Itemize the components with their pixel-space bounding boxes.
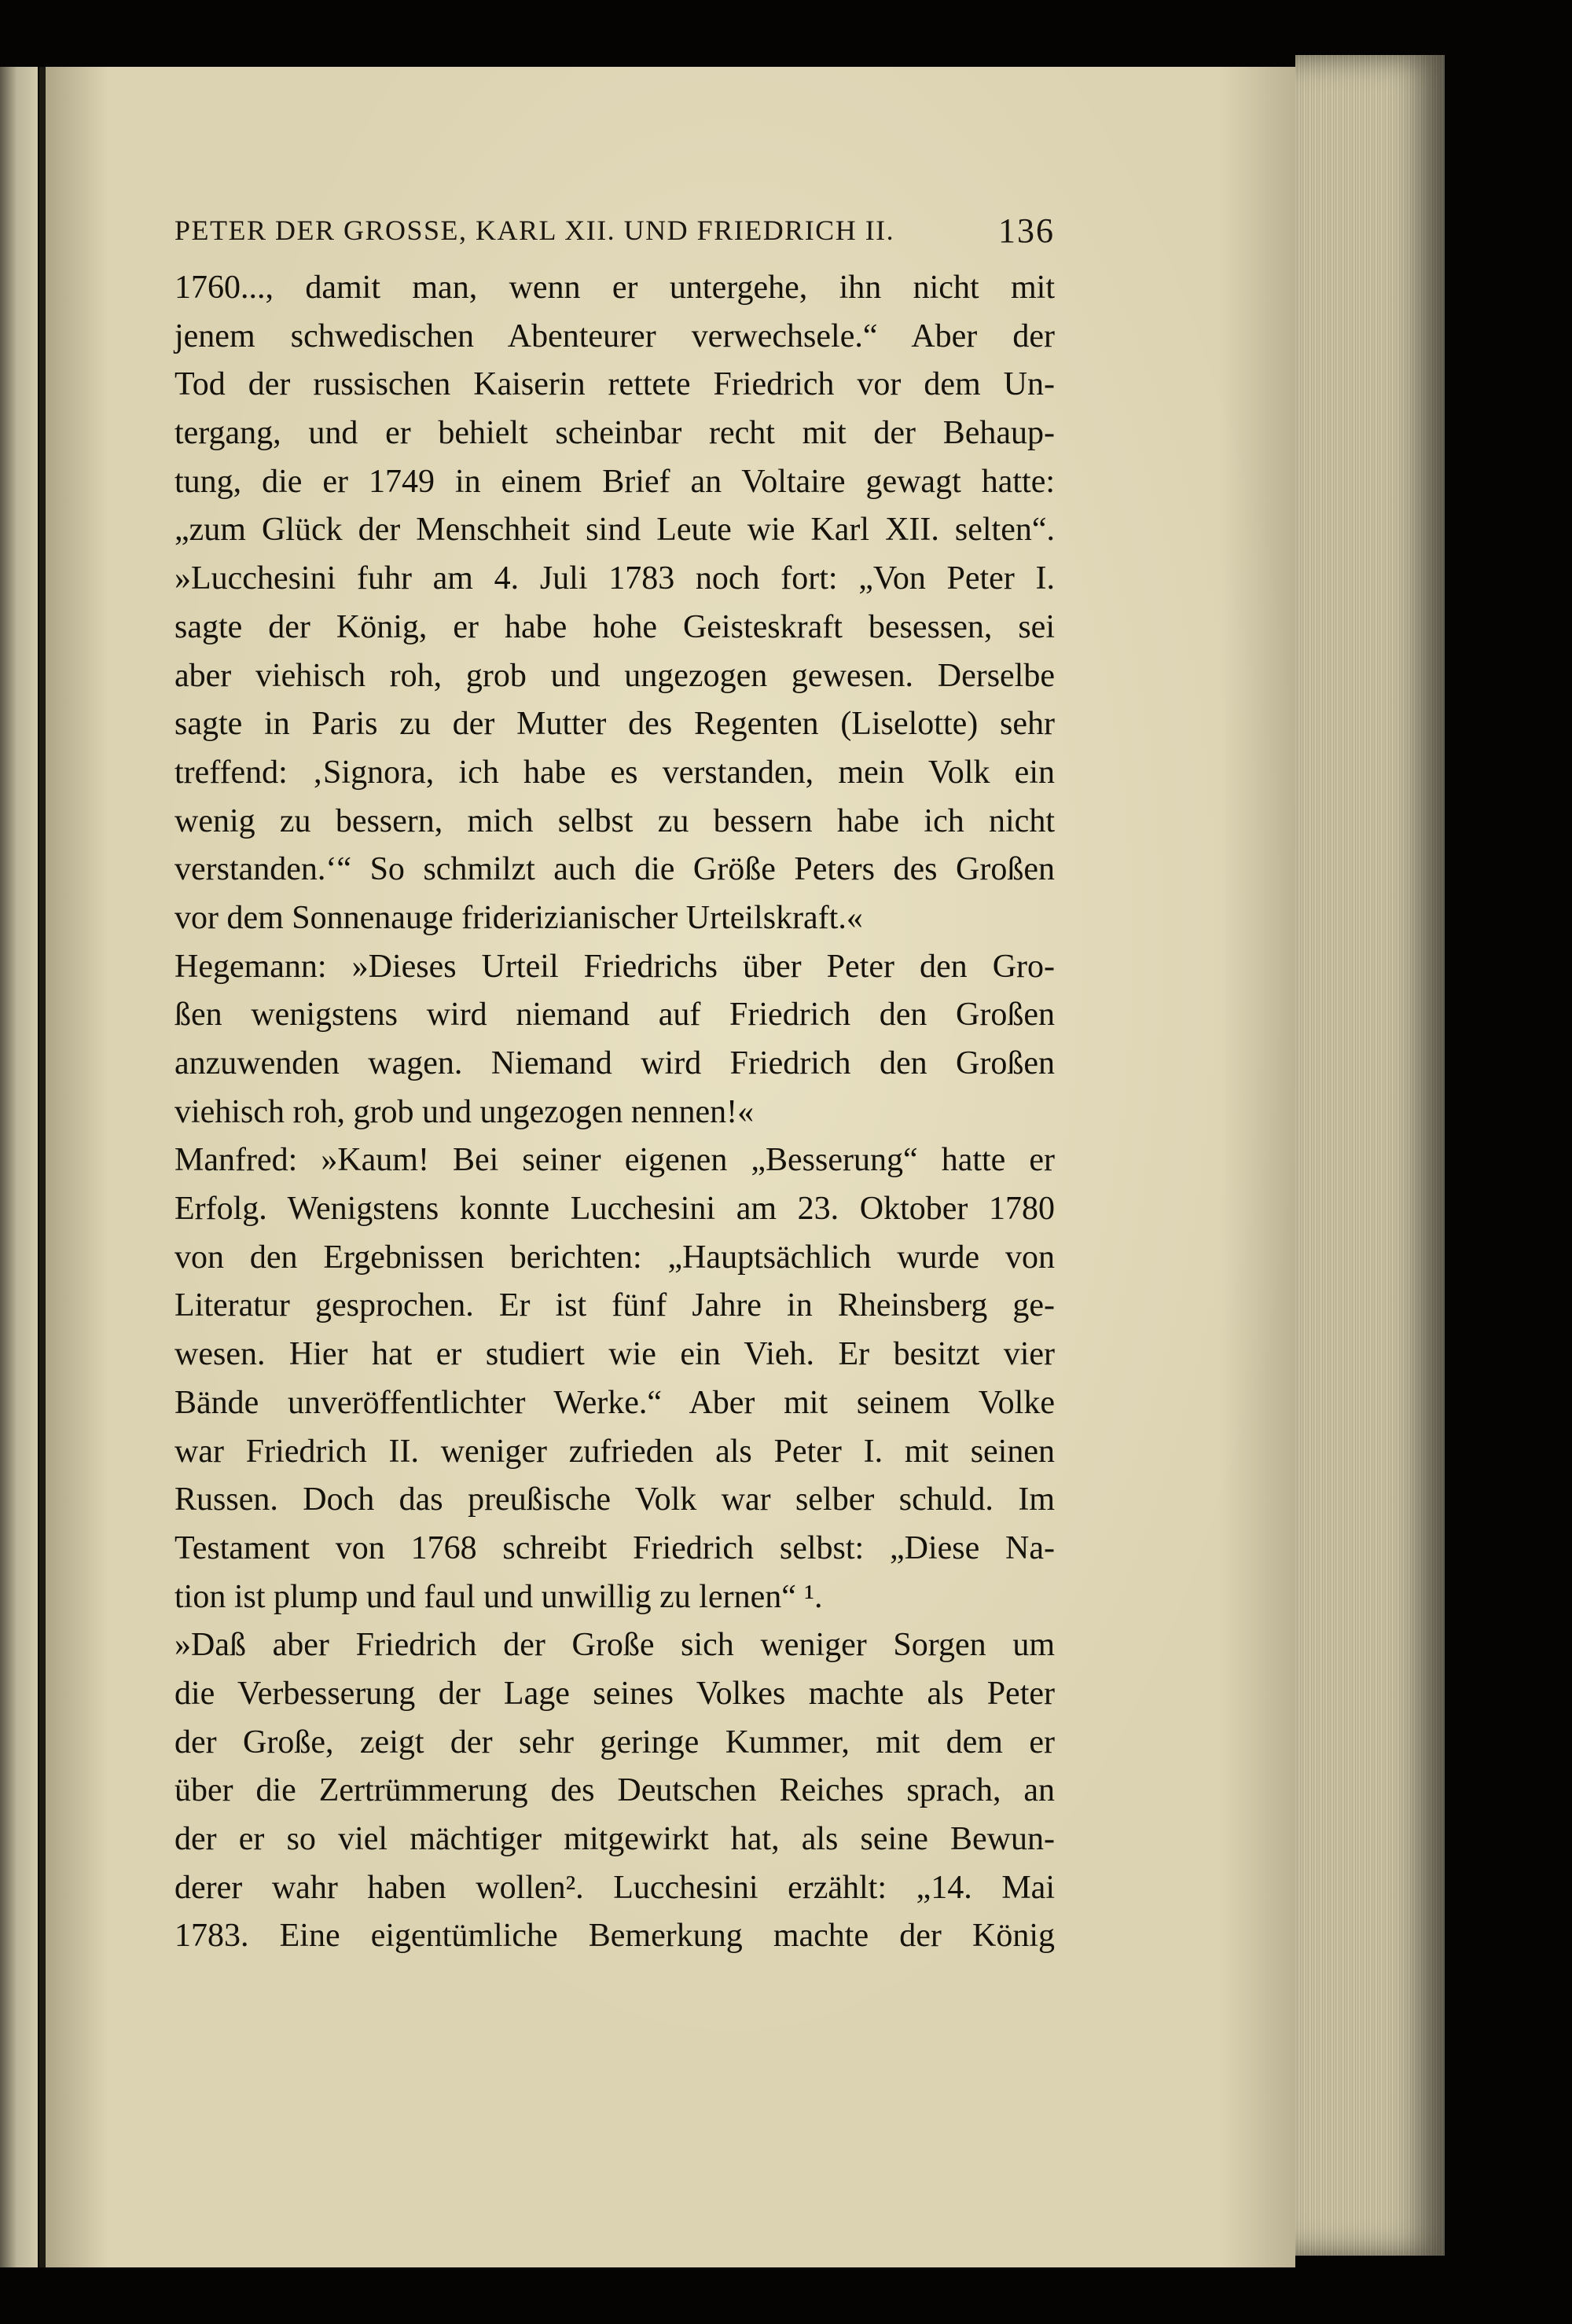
text-line: vor dem Sonnenauge friderizianischer Urteilskraft.«	[174, 899, 863, 936]
text-line: war Friedrich II. weniger zufrieden als Peter I. mit seinen	[174, 1433, 1055, 1470]
text-line: die Verbesserung der Lage seines Volkes machte als Peter	[174, 1675, 1055, 1712]
text-line: „zum Glück der Menschheit sind Leute wie Karl XII. selten“.	[174, 512, 1055, 549]
body-text	[174, 264, 1055, 1961]
facing-page-edge	[0, 67, 38, 2267]
text-line: über die Zertrümmerung des Deutschen Reiches sprach, an	[174, 1772, 1055, 1809]
text-line: jenem schwedischen Abenteurer verwechsele.“ Aber der	[174, 318, 1055, 354]
text-line: derer wahr haben wollen². Lucchesini erzählt: „14. Mai	[174, 1869, 1055, 1906]
text-line: der er so viel mächtiger mitgewirkt hat, als seine Bewun-	[174, 1821, 1055, 1857]
page-block-edge	[1295, 55, 1445, 2256]
text-line: »Daß aber Friedrich der Große sich weniger Sorgen um	[174, 1627, 1055, 1664]
text-line: 1783. Eine eigentümliche Bemerkung machte der König	[174, 1918, 1055, 1955]
text-line: Hegemann: »Dieses Urteil Friedrichs über Peter den Gro-	[174, 948, 1055, 985]
text-line: treffend: ‚Signora, ich habe es verstanden, mein Volk ein	[174, 754, 1055, 791]
running-header	[174, 211, 1055, 263]
text-line: 1760..., damit man, wenn er untergehe, ihn nicht mit	[174, 270, 1055, 306]
text-line: von den Ergebnissen berichten: „Hauptsächlich wurde von	[174, 1239, 1055, 1276]
text-line: tung, die er 1749 in einem Brief an Voltaire gewagt hatte:	[174, 463, 1055, 500]
text-line: tion ist plump und faul und unwillig zu lernen“ ¹.	[174, 1578, 823, 1615]
text-line: wenig zu bessern, mich selbst zu bessern habe ich nicht	[174, 802, 1055, 839]
text-line: ßen wenigstens wird niemand auf Friedrich den Großen	[174, 997, 1055, 1034]
text-line: Russen. Doch das preußische Volk war selber schuld. Im	[174, 1481, 1055, 1518]
text-line: Testament von 1768 schreibt Friedrich selbst: „Diese Na-	[174, 1529, 1055, 1566]
text-line: der Große, zeigt der sehr geringe Kummer, mit dem er	[174, 1724, 1055, 1760]
text-line: verstanden.‘“ So schmilzt auch die Größe Peters des Großen	[174, 851, 1055, 888]
text-line: sagte in Paris zu der Mutter des Regenten (Liselotte) sehr	[174, 706, 1055, 743]
text-line: wesen. Hier hat er studiert wie ein Vieh. Er besitzt vier	[174, 1336, 1055, 1373]
text-line: Literatur gesprochen. Er ist fünf Jahre in Rheinsberg ge-	[174, 1287, 1055, 1324]
book-gutter	[39, 67, 46, 2267]
text-line: anzuwenden wagen. Niemand wird Friedrich den Großen	[174, 1045, 1055, 1081]
text-line: viehisch roh, grob und ungezogen nennen!«	[174, 1093, 755, 1130]
text-line: Manfred: »Kaum! Bei seiner eigenen „Besserung“ hatte er	[174, 1142, 1055, 1179]
text-line: Tod der russischen Kaiserin rettete Friedrich vor dem Un-	[174, 366, 1055, 403]
page-number: 136	[998, 211, 1055, 250]
text-line: tergang, und er behielt scheinbar recht mit der Behaup-	[174, 415, 1055, 452]
text-line: aber viehisch roh, grob und ungezogen gewesen. Derselbe	[174, 657, 1055, 694]
text-line: sagte der König, er habe hohe Geisteskraft besessen, sei	[174, 608, 1055, 645]
text-line: Erfolg. Wenigstens konnte Lucchesini am 23. Oktober 1780	[174, 1191, 1055, 1228]
text-line: Bände unveröffentlichter Werke.“ Aber mit seinem Volke	[174, 1384, 1055, 1421]
text-line: »Lucchesini fuhr am 4. Juli 1783 noch fort: „Von Peter I.	[174, 560, 1055, 597]
running-head-title: PETER DER GROSSE, KARL XII. UND FRIEDRICH II.	[174, 215, 895, 246]
